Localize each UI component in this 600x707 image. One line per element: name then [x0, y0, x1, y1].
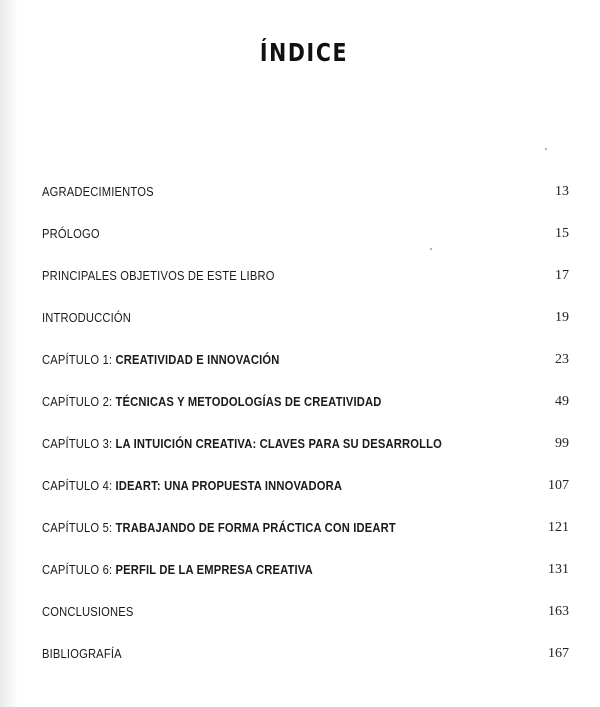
toc-entry-title: TRABAJANDO DE FORMA PRÁCTICA CON IDEART	[115, 520, 396, 535]
toc-entry-prefix: CAPÍTULO 6:	[42, 562, 116, 577]
toc-entry-capitulo-6[interactable]	[42, 558, 569, 582]
toc-entry-prefix: CAPÍTULO 1:	[42, 352, 116, 367]
toc-entry-introduccion[interactable]	[42, 306, 569, 330]
toc-entry-label	[42, 600, 134, 624]
toc-entry-label	[42, 306, 131, 330]
toc-entry-page-number: 163	[548, 604, 569, 619]
toc-entry-page-number: 121	[548, 520, 569, 535]
toc-entry-capitulo-3[interactable]	[42, 432, 569, 456]
page-gutter-shadow	[0, 0, 18, 707]
toc-entry-prefix: PRÓLOGO	[42, 226, 100, 241]
toc-entry-prefix: CONCLUSIONES	[42, 604, 134, 619]
toc-entry-label	[42, 180, 154, 204]
toc-entry-page-number: 17	[555, 268, 569, 283]
toc-entry-label	[42, 222, 100, 246]
toc-entry-title: IDEART: UNA PROPUESTA INNOVADORA	[115, 478, 343, 493]
toc-entry-label	[42, 516, 396, 540]
toc-entry-label	[42, 474, 342, 498]
toc-entry-prefix: CAPÍTULO 3:	[42, 436, 116, 451]
toc-entry-label	[42, 642, 122, 666]
toc-entry-bibliografia[interactable]	[42, 642, 569, 666]
toc-entry-capitulo-1[interactable]	[42, 348, 569, 372]
toc-entry-title: PERFIL DE LA EMPRESA CREATIVA	[115, 562, 313, 577]
toc-entry-title: TÉCNICAS Y METODOLOGÍAS DE CREATIVIDAD	[115, 394, 382, 409]
toc-entry-capitulo-4[interactable]	[42, 474, 569, 498]
toc-entry-label	[42, 264, 275, 288]
toc-entry-prefix: AGRADECIMIENTOS	[42, 184, 154, 199]
scan-speck	[430, 248, 432, 250]
toc-entry-prefix: CAPÍTULO 5:	[42, 520, 116, 535]
page-title: ÍNDICE	[259, 38, 349, 67]
toc-entry-objetivos[interactable]	[42, 264, 569, 288]
toc-entry-conclusiones[interactable]	[42, 600, 569, 624]
toc-entry-prologo[interactable]	[42, 222, 569, 246]
toc-entry-prefix: PRINCIPALES OBJETIVOS DE ESTE LIBRO	[42, 268, 275, 283]
toc-entry-prefix: BIBLIOGRAFÍA	[42, 646, 122, 661]
scan-speck	[545, 148, 547, 150]
toc-entry-label	[42, 432, 442, 456]
toc-entry-page-number: 107	[548, 478, 569, 493]
toc-entry-title: LA INTUICIÓN CREATIVA: CLAVES PARA SU DESARROLLO	[115, 436, 442, 451]
toc-entry-page-number: 23	[555, 352, 569, 367]
toc-entry-page-number: 15	[555, 226, 569, 241]
toc-entry-page-number: 167	[548, 646, 569, 661]
toc-entry-prefix: CAPÍTULO 4:	[42, 478, 116, 493]
toc-entry-agradecimientos[interactable]	[42, 180, 569, 204]
toc-entry-label	[42, 558, 313, 582]
toc-entry-prefix: INTRODUCCIÓN	[42, 310, 132, 325]
toc-entry-page-number: 13	[555, 184, 569, 199]
toc-entry-page-number: 49	[555, 394, 569, 409]
toc-entry-capitulo-2[interactable]	[42, 390, 569, 414]
toc-entry-page-number: 99	[555, 436, 569, 451]
toc-entry-prefix: CAPÍTULO 2:	[42, 394, 116, 409]
toc-entry-page-number: 19	[555, 310, 569, 325]
toc-entry-label	[42, 390, 381, 414]
toc-entry-label	[42, 348, 279, 372]
toc-entry-title: CREATIVIDAD E INNOVACIÓN	[115, 352, 280, 367]
toc-entry-page-number: 131	[548, 562, 569, 577]
toc-entry-capitulo-5[interactable]	[42, 516, 569, 540]
